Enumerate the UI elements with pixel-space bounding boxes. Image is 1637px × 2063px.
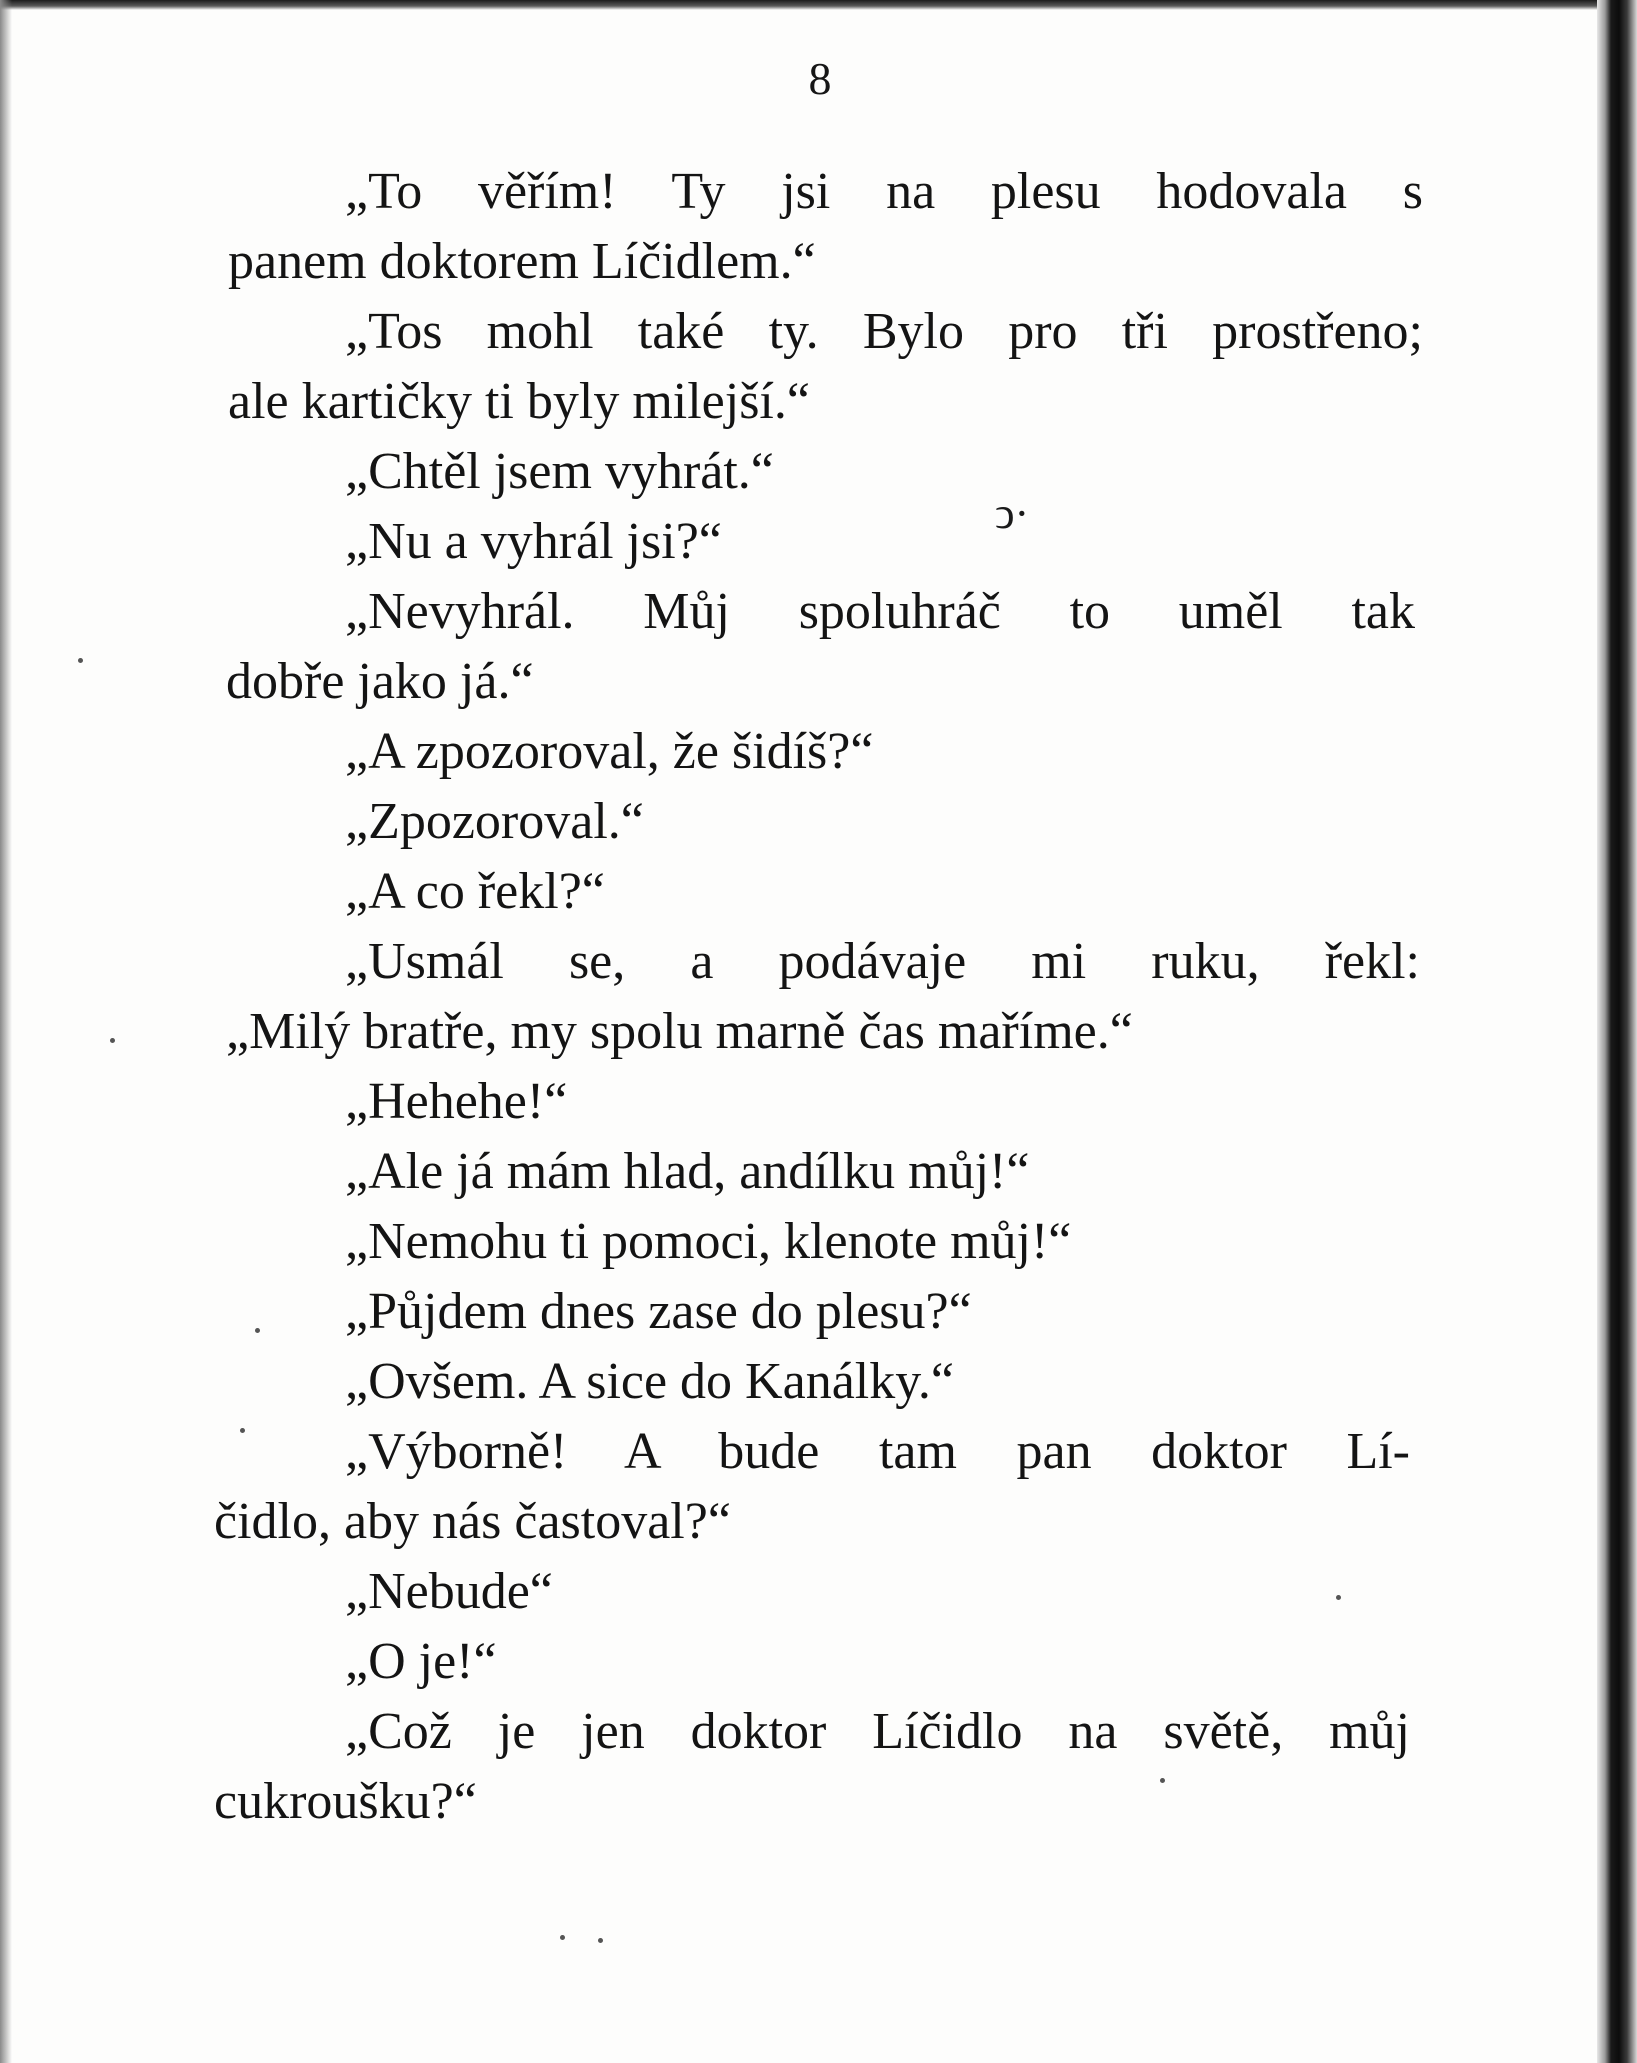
text-line-4: ale kartičky ti byly milejší.“ (228, 373, 810, 430)
text-line-23: „Což je jen doktor Líčidlo na světě, můj (345, 1703, 1410, 1760)
page-number: 8 (808, 53, 832, 104)
book-spine-edge (1597, 0, 1637, 2063)
speck (255, 1328, 260, 1333)
text-line-20: čidlo, aby nás častoval?“ (214, 1493, 731, 1550)
text-line-9: „A zpozoroval, že šidíš?“ (345, 723, 874, 780)
ink-blot: ↄ· (995, 489, 1030, 538)
text-line-1: „To věřím! Ty jsi na plesu hodovala s (345, 163, 1423, 220)
speck (1336, 1595, 1341, 1600)
text-line-10: „Zpozoroval.“ (345, 793, 644, 850)
text-line-18: „Ovšem. A sice do Kanálky.“ (345, 1353, 954, 1410)
text-line-6: „Nu a vyhrál jsi?“ (345, 513, 722, 570)
speck (78, 658, 83, 663)
text-line-21: „Nebude“ (345, 1563, 553, 1620)
text-line-16: „Nemohu ti pomoci, klenote můj!“ (345, 1213, 1072, 1270)
page-top-edge (0, 0, 1637, 10)
text-line-2: panem doktorem Líčidlem.“ (228, 233, 816, 290)
text-line-14: „Hehehe!“ (345, 1073, 568, 1130)
speck (560, 1935, 565, 1940)
text-line-22: „O je!“ (345, 1633, 497, 1690)
text-line-7: „Nevyhrál. Můj spoluhráč to uměl tak (345, 583, 1415, 640)
text-line-15: „Ale já mám hlad, andílku můj!“ (345, 1143, 1030, 1200)
text-line-5: „Chtěl jsem vyhrát.“ (345, 443, 774, 500)
text-line-3: „Tos mohl také ty. Bylo pro tři prostřeno; (345, 303, 1423, 360)
text-line-12: „Usmál se, a podávaje mi ruku, řekl: (345, 933, 1420, 990)
speck (598, 1938, 603, 1943)
text-line-19: „Výborně! A bude tam pan doktor Lí- (345, 1423, 1410, 1480)
text-line-8: dobře jako já.“ (226, 653, 534, 710)
speck (110, 1038, 115, 1043)
text-line-13: „Milý bratře, my spolu marně čas maříme.“ (226, 1003, 1133, 1060)
speck (1160, 1778, 1165, 1783)
text-line-17: „Půjdem dnes zase do plesu?“ (345, 1283, 972, 1340)
text-line-11: „A co řekl?“ (345, 863, 605, 920)
text-line-24: cukroušku?“ (214, 1773, 477, 1830)
speck (240, 1428, 245, 1433)
page-left-edge (0, 0, 12, 2063)
